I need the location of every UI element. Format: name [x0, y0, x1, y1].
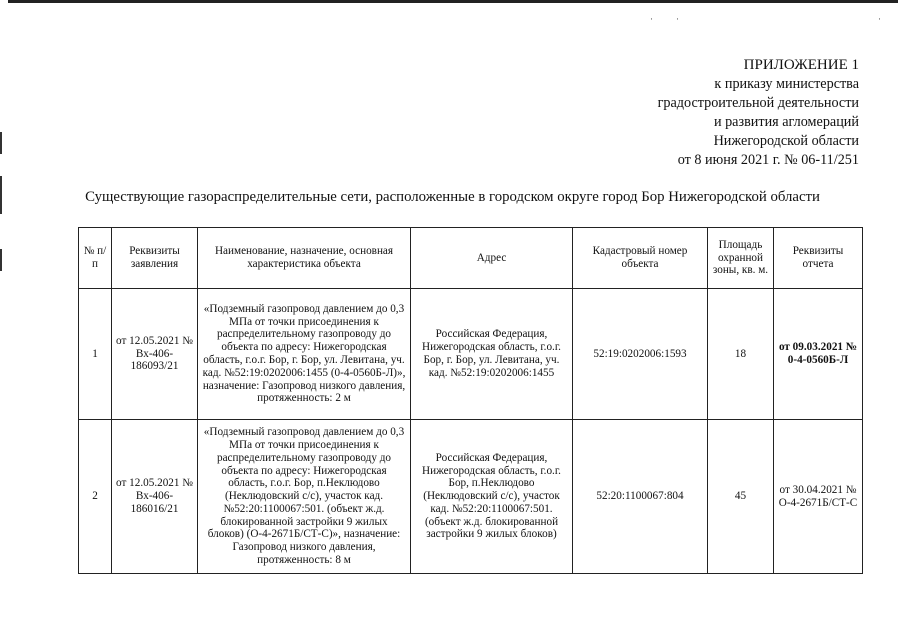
cell-address: Российская Федерация, Нижегородская область, г.о.г. Бор, г. Бор, ул. Левитана, уч. кад. №52:19:0202006:1455	[411, 289, 573, 420]
cell-request: от 12.05.2021 № Вх-406-186093/21	[112, 289, 198, 420]
header-request: Реквизиты заявления	[112, 228, 198, 289]
scan-speck: ·	[650, 14, 653, 24]
gas-network-table	[78, 227, 863, 574]
table-header-row	[79, 228, 863, 289]
appendix-line: от 8 июня 2021 г. № 06-11/251	[677, 152, 859, 168]
appendix-heading: ПРИЛОЖЕНИЕ 1	[743, 57, 859, 73]
header-cadastral: Кадастровый номер объекта	[573, 228, 708, 289]
cell-description: «Подземный газопровод давлением до 0,3 МПа от точки присоединения к распределительному газопроводу до объекта по адресу: Нижегородская область, г.о.г. Бор, г. Бор, ул. Левитана, уч. кад. №52:19:0202006:1455 (0-4-0560Б-Л)», назначение: Газопровод низкого давления, протяженность: 2 м	[198, 289, 411, 420]
cell-num: 2	[79, 420, 112, 574]
appendix-block	[658, 56, 859, 170]
cell-cadastral: 52:19:0202006:1593	[573, 289, 708, 420]
header-num: № п/п	[79, 228, 112, 289]
cell-report: от 09.03.2021 № 0-4-0560Б-Л	[774, 289, 863, 420]
cell-address: Российская Федерация, Нижегородская область, г.о.г. Бор, п.Неклюдово (Неклюдовский с/с), участок кад. №52:20:1100067:501. (объект ж.д. блокированной застройки 9 жилых блоков)	[411, 420, 573, 574]
scan-speck: ·	[878, 14, 881, 24]
cell-area: 45	[708, 420, 774, 574]
header-report: Реквизиты отчета	[774, 228, 863, 289]
scan-top-border	[8, 0, 898, 3]
scan-margin-mark	[0, 132, 2, 154]
scan-speck: ·	[676, 14, 679, 24]
table-row	[79, 289, 863, 420]
header-address: Адрес	[411, 228, 573, 289]
appendix-line: и развития агломераций	[713, 114, 859, 130]
appendix-line: к приказу министерства	[714, 76, 859, 92]
scan-margin-mark	[0, 249, 2, 271]
appendix-line: Нижегородской области	[713, 133, 859, 149]
cell-area: 18	[708, 289, 774, 420]
header-description: Наименование, назначение, основная характеристика объекта	[198, 228, 411, 289]
appendix-line: градостроительной деятельности	[657, 95, 859, 111]
document-title: Существующие газораспределительные сети, расположенные в городском округе город Бор Нижегородской области	[85, 189, 820, 205]
cell-description: «Подземный газопровод давлением до 0,3 МПа от точки присоединения к распределительному газопроводу до объекта по адресу: Нижегородская область, г.о.г. Бор, п.Неклюдово (Неклюдовский с/с), участок кад. №52:20:1100067:501. (объект ж.д. блокированной застройки 9 жилых блоков) (О-4-2671Б/СТ-С)», назначение: Газопровод низкого давления, протяженность: 8 м	[198, 420, 411, 574]
cell-request: от 12.05.2021 № Вх-406-186016/21	[112, 420, 198, 574]
cell-report: от 30.04.2021 № О-4-2671Б/СТ-С	[774, 420, 863, 574]
table-row	[79, 420, 863, 574]
cell-num: 1	[79, 289, 112, 420]
header-area: Площадь охранной зоны, кв. м.	[708, 228, 774, 289]
cell-cadastral: 52:20:1100067:804	[573, 420, 708, 574]
